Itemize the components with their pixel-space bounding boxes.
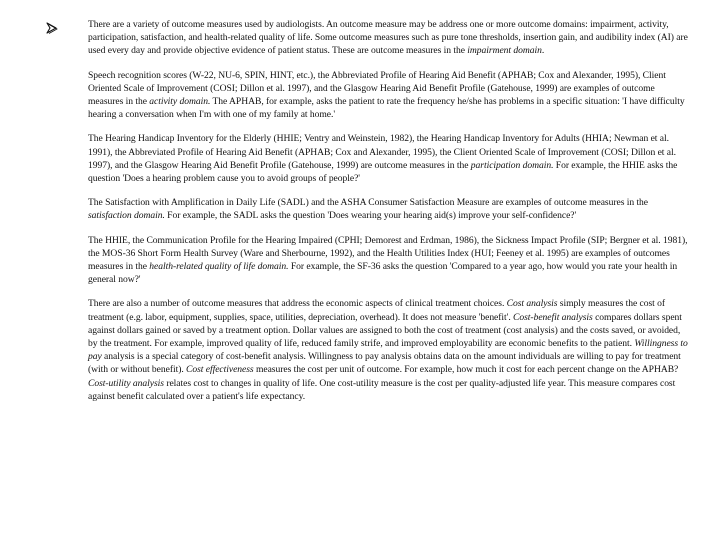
paragraph-quality-of-life [88, 234, 688, 287]
p1-text-end: . [541, 45, 545, 57]
arrow-bullet-icon [45, 21, 61, 37]
p6-cost-analysis: Cost analysis [506, 298, 558, 310]
p2-emphasis: activity domain. [149, 96, 211, 108]
p3-text-end: For example, the HHIE asks the question 'Does a hearing problem cause you to avoid groups of people?' [88, 159, 678, 185]
paragraph-participation [88, 132, 688, 185]
p6-text-i: measures the cost per unit of outcome. For example, how much it cost for each percent change on the APHAB? [253, 364, 679, 376]
p6-cost-effectiveness: Cost effectiveness [186, 364, 254, 376]
p3-text: The Hearing Handicap Inventory for the Elderly (HHIE; Ventry and Weinstein, 1982), the Hearing Handicap Inventory for Adults (HHIA; Newman et al. 1991), the Abbreviated Profile of Hearing Aid Benefit (APHAB; Cox and Alexander, 1995), the Client Oriented Scale of Improvement (COSI; Dillon et al. 1997), and the Glasgow Hearing Aid Benefit Profile (Gatehouse, 1999) are outcome measures in the [88, 133, 676, 171]
p4-text: The Satisfaction with Amplification in Daily Life (SADL) and the ASHA Consumer Satisfaction Measure are examples of outcome measures in the [88, 197, 649, 209]
paragraph-impairment [88, 18, 688, 58]
p6-text-k: relates cost to changes in quality of life. One cost-utility measure is the cost per quality-adjusted life year. This measure compares cost against benefit calculated over a patient's life expectancy. [88, 377, 676, 402]
p6-cost-utility: Cost-utility analysis [88, 377, 164, 389]
p2-text: Speech recognition scores (W-22, NU-6, SPIN, HINT, etc.), the Abbreviated Profile of Hearing Aid Benefit (APHAB; Cox and Alexander, 1995), Client Oriented Scale of Improvement (COSI; Dillon et al. 1997), and the Glasgow Hearing Aid Benefit Profile (Gatehouse, 1999) are examples of outcome measures in the [88, 69, 666, 108]
p6-text-e: compares dollars spent against dollars gained or saved by a treatment option. Dollar values are assigned to both the cost of treatment (cost analysis) and the costs saved, or avoided, by the treatment. For example, improved quality of life, reduced family strife, and improved employability are economic benefits to the patient. [88, 311, 682, 350]
p5-text: The HHIE, the Communication Profile for the Hearing Impaired (CPHI; Demorest and Erdman, 1986), the Sickness Impact Profile (SIP; Bergner et al. 1981), the MOS-36 Short Form Health Survey (Ware and Sherbourne, 1992), and the Health Utilities Index (HUI; Feeney et al. 1995) are examples of outcomes measures in the [88, 234, 688, 273]
paragraph-satisfaction [88, 196, 688, 222]
p2-text-end: The APHAB, for example, asks the patient to rate the frequency he/she has problems in a specific situation: 'I have difficulty hearing a conversation when I'm with one of my family at home.' [88, 96, 685, 121]
p4-text-end: For example, the SADL asks the question 'Does wearing your hearing aid(s) improve your self-confidence?' [164, 210, 577, 222]
p1-emphasis: impairment domain [467, 45, 542, 57]
p6-text-g: analysis is a special category of cost-benefit analysis. Willingness to pay analysis obtains data on the amount individuals are willing to pay for treatment (with or without benefit). [88, 351, 681, 376]
p5-emphasis: health-related quality of life domain. [149, 261, 289, 273]
p6-text-a: There are also a number of outcome measures that address the economic aspects of clinical treatment choices. [88, 298, 507, 310]
paragraph-activity [88, 69, 688, 122]
p1-text: There are a variety of outcome measures used by audiologists. An outcome measure may be address one or more outcome domains: impairment, activity, participation, satisfaction, and health-related quality of life. Some outcome measures such as pure tone thresholds, insertion gain, and audibility index (AI) are used every day and provide objective evidence of patient status. These are outcome measures in the [88, 19, 688, 57]
p6-text-c: simply measures the cost of treatment (e.g. labor, equipment, supplies, space, utilities, depreciation, overhead). It does not measure 'benefit'. [88, 298, 666, 323]
p6-willingness: Willingness to pay [88, 338, 688, 363]
p6-cost-benefit: Cost-benefit analysis [513, 311, 593, 323]
paragraph-economic [88, 297, 688, 403]
arrow-bullet-icon-svg [45, 21, 59, 35]
p3-emphasis: participation domain. [470, 159, 554, 171]
outcome-measures-text [88, 18, 688, 414]
p4-emphasis: satisfaction domain. [88, 210, 165, 222]
p5-text-end: For example, the SF-36 asks the question 'Compared to a year ago, how would you rate your health in general now?' [88, 261, 678, 286]
